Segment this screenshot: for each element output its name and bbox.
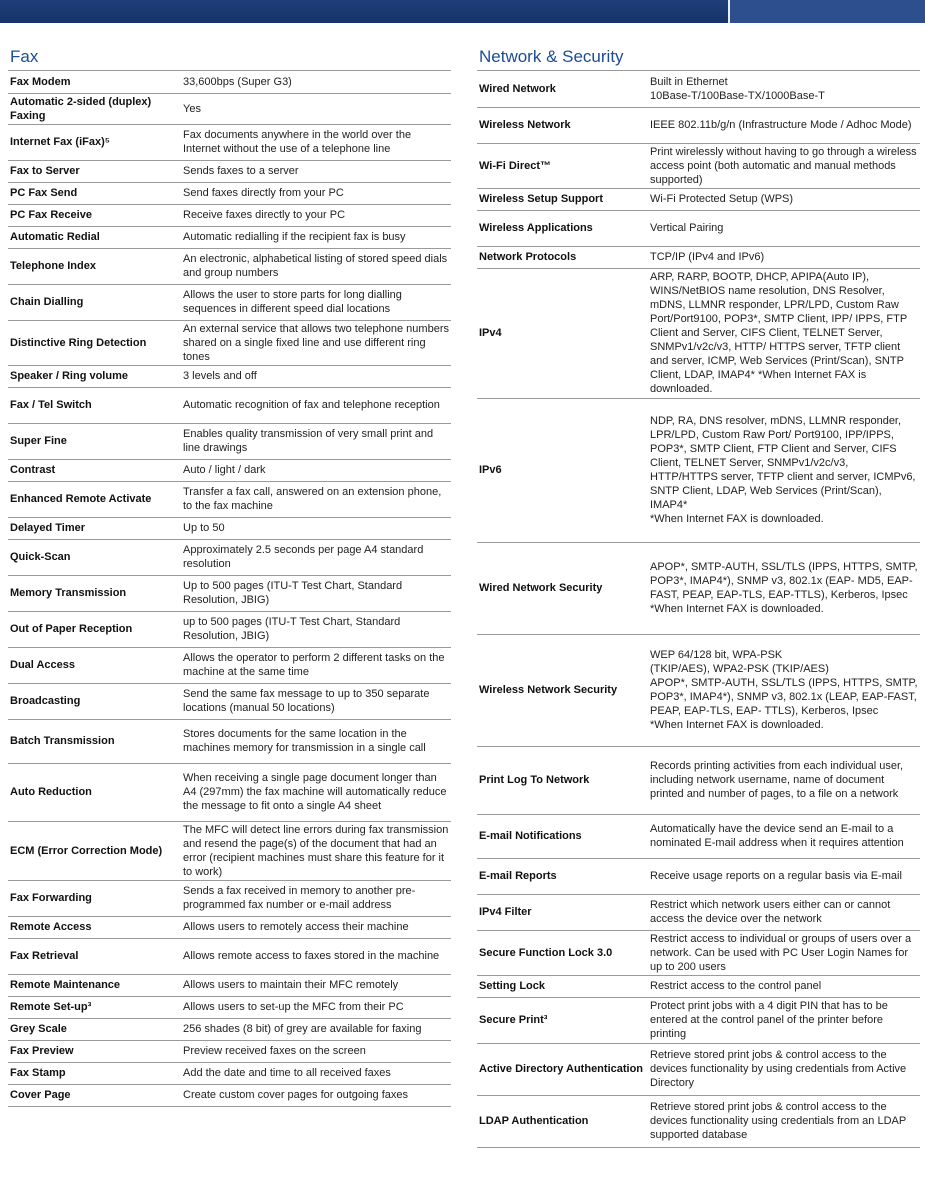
network-security-section	[477, 44, 920, 1148]
spec-value: Send the same fax message to up to 350 separate locations (manual 50 locations)	[181, 683, 451, 719]
spec-label: Out of Paper Reception	[8, 611, 181, 647]
spec-value: The MFC will detect line errors during fax transmission and resend the page(s) of the document that had an error (recipient machines must share this feature for it to work)	[181, 821, 451, 880]
spec-row	[8, 423, 451, 459]
spec-row	[477, 930, 920, 975]
spec-row	[8, 719, 451, 763]
spec-value: Enables quality transmission of very small print and line drawings	[181, 423, 451, 459]
spec-label: PC Fax Receive	[8, 204, 181, 226]
spec-label: Telephone Index	[8, 248, 181, 284]
spec-row	[8, 938, 451, 974]
spec-row	[477, 1095, 920, 1147]
spec-value: Send faxes directly from your PC	[181, 182, 451, 204]
fax-section-title: Fax	[8, 44, 451, 71]
spec-row	[8, 611, 451, 647]
spec-row	[477, 542, 920, 634]
spec-row	[477, 210, 920, 246]
spec-label: Wireless Setup Support	[477, 188, 648, 210]
spec-value: Allows the user to store parts for long dialling sequences in different speed dial locations	[181, 284, 451, 320]
spec-label: Quick-Scan	[8, 539, 181, 575]
spec-label: Wireless Network	[477, 107, 648, 143]
spec-label: Auto Reduction	[8, 763, 181, 821]
spec-label: Remote Set-up³	[8, 996, 181, 1018]
spec-value: Add the date and time to all received faxes	[181, 1062, 451, 1084]
spec-label: LDAP Authentication	[477, 1095, 648, 1147]
spec-label: IPv6	[477, 398, 648, 542]
spec-label: Cover Page	[8, 1084, 181, 1106]
spec-value: Restrict which network users either can or cannot access the device over the network	[648, 894, 920, 930]
spec-row	[477, 107, 920, 143]
spec-value: Up to 500 pages (ITU-T Test Chart, Standard Resolution, JBIG)	[181, 575, 451, 611]
spec-row	[8, 387, 451, 423]
spec-row	[8, 226, 451, 248]
spec-value: WEP 64/128 bit, WPA-PSK (TKIP/AES), WPA2-PSK (TKIP/AES) APOP*, SMTP-AUTH, SSL/TLS (IPPS, HTTPS, SMTP, POP3*, IMAP4*), SNMP v3, 802.1x (LEAP, EAP-FAST, PEAP, EAP-TLS, EAP- TTLS), Kerberos, Ipsec *When Internet FAX is downloaded.	[648, 634, 920, 746]
spec-value: An electronic, alphabetical listing of stored speed dials and group numbers	[181, 248, 451, 284]
spec-row	[8, 1062, 451, 1084]
spec-label: Speaker / Ring volume	[8, 365, 181, 387]
spec-value: Automatic recognition of fax and telephone reception	[181, 387, 451, 423]
spec-value: Sends a fax received in memory to another pre-programmed fax number or e-mail address	[181, 880, 451, 916]
spec-label: Internet Fax (iFax)⁵	[8, 124, 181, 160]
spec-value: Retrieve stored print jobs & control access to the devices functionality using credentials from an LDAP supported database	[648, 1095, 920, 1147]
spec-row	[8, 763, 451, 821]
fax-section	[8, 44, 451, 1107]
spec-row	[477, 975, 920, 997]
spec-row	[8, 647, 451, 683]
spec-value: Auto / light / dark	[181, 459, 451, 481]
spec-label: Delayed Timer	[8, 517, 181, 539]
spec-row	[8, 204, 451, 226]
spec-value: Print wirelessly without having to go through a wireless access point (both automatic and manual methods supported)	[648, 143, 920, 188]
fax-spec-table	[8, 71, 451, 1107]
spec-row	[8, 517, 451, 539]
spec-row	[8, 1084, 451, 1106]
header-bar	[0, 0, 925, 23]
spec-label: ECM (Error Correction Mode)	[8, 821, 181, 880]
spec-value: IEEE 802.11b/g/n (Infrastructure Mode / Adhoc Mode)	[648, 107, 920, 143]
spec-label: Fax / Tel Switch	[8, 387, 181, 423]
spec-row	[8, 974, 451, 996]
spec-label: Wireless Network Security	[477, 634, 648, 746]
spec-value: Preview received faxes on the screen	[181, 1040, 451, 1062]
spec-value: APOP*, SMTP-AUTH, SSL/TLS (IPPS, HTTPS, SMTP, POP3*, IMAP4*), SNMP v3, 802.1x (EAP- MD5, EAP-FAST, PEAP, EAP-TLS, EAP-TTLS), Kerberos, Ipsec *When Internet FAX is downloaded.	[648, 542, 920, 634]
spec-row	[8, 365, 451, 387]
spec-row	[8, 459, 451, 481]
spec-label: Dual Access	[8, 647, 181, 683]
spec-label: Automatic 2-sided (duplex) Faxing	[8, 93, 181, 124]
spec-row	[8, 996, 451, 1018]
spec-label: Enhanced Remote Activate	[8, 481, 181, 517]
spec-value: Allows users to remotely access their machine	[181, 916, 451, 938]
spec-value: An external service that allows two telephone numbers shared on a single fixed line and use different ring tones	[181, 320, 451, 365]
spec-row	[8, 575, 451, 611]
spec-label: Automatic Redial	[8, 226, 181, 248]
spec-value: 33,600bps (Super G3)	[181, 71, 451, 93]
spec-label: Wireless Applications	[477, 210, 648, 246]
spec-label: Secure Function Lock 3.0	[477, 930, 648, 975]
spec-value: Fax documents anywhere in the world over the Internet without the use of a telephone line	[181, 124, 451, 160]
spec-value: 3 levels and off	[181, 365, 451, 387]
spec-row	[8, 539, 451, 575]
spec-value: 256 shades (8 bit) of grey are available for faxing	[181, 1018, 451, 1040]
spec-row	[8, 160, 451, 182]
spec-row	[477, 268, 920, 398]
spec-value: Sends faxes to a server	[181, 160, 451, 182]
spec-row	[477, 246, 920, 268]
network-security-spec-table	[477, 71, 920, 1148]
spec-row	[8, 124, 451, 160]
spec-value: Records printing activities from each individual user, including network username, name of document printed and number of pages, to a file on a network	[648, 746, 920, 814]
spec-value: Up to 50	[181, 517, 451, 539]
spec-row	[8, 93, 451, 124]
spec-value: Restrict access to individual or groups of users over a network. Can be used with PC User Login Names for up to 200 users	[648, 930, 920, 975]
spec-value: NDP, RA, DNS resolver, mDNS, LLMNR responder, LPR/LPD, Custom Raw Port/ Port9100, IPP/IPPS, POP3*, SMTP Client, FTP Client and Server, CIFS Client, TELNET Server, SNMPv1/v2c/v3, HTTP/HTTPS server, TFTP client and server, ICMPv6, SNTP Client, LDAP, Web Services (Print/Scan), IMAP4* *When Internet FAX is downloaded.	[648, 398, 920, 542]
spec-row	[477, 997, 920, 1043]
spec-value: When receiving a single page document longer than A4 (297mm) the fax machine will automatically reduce the message to fit onto a single A4 sheet	[181, 763, 451, 821]
spec-label: Active Directory Authentication	[477, 1043, 648, 1095]
spec-label: Network Protocols	[477, 246, 648, 268]
spec-label: Distinctive Ring Detection	[8, 320, 181, 365]
spec-row	[8, 880, 451, 916]
spec-label: Memory Transmission	[8, 575, 181, 611]
spec-label: Print Log To Network	[477, 746, 648, 814]
spec-label: IPv4	[477, 268, 648, 398]
spec-label: Fax Preview	[8, 1040, 181, 1062]
spec-value: Yes	[181, 93, 451, 124]
spec-label: Chain Dialling	[8, 284, 181, 320]
spec-label: Fax Stamp	[8, 1062, 181, 1084]
spec-label: Remote Access	[8, 916, 181, 938]
spec-label: Setting Lock	[477, 975, 648, 997]
spec-row	[477, 188, 920, 210]
spec-value: Built in Ethernet 10Base-T/100Base-TX/1000Base-T	[648, 71, 920, 107]
spec-label: Grey Scale	[8, 1018, 181, 1040]
spec-label: PC Fax Send	[8, 182, 181, 204]
spec-value: Retrieve stored print jobs & control access to the devices functionality by using credentials from Active Directory	[648, 1043, 920, 1095]
spec-value: Allows remote access to faxes stored in the machine	[181, 938, 451, 974]
spec-value: Automatically have the device send an E-mail to a nominated E-mail address when it requires attention	[648, 814, 920, 858]
spec-label: E-mail Reports	[477, 858, 648, 894]
spec-label: Wired Network	[477, 71, 648, 107]
spec-row	[8, 320, 451, 365]
spec-value: Create custom cover pages for outgoing faxes	[181, 1084, 451, 1106]
spec-value: Protect print jobs with a 4 digit PIN that has to be entered at the control panel of the printer before printing	[648, 997, 920, 1043]
spec-row	[477, 858, 920, 894]
spec-label: Super Fine	[8, 423, 181, 459]
spec-row	[477, 746, 920, 814]
spec-row	[8, 821, 451, 880]
spec-value: Stores documents for the same location in the machines memory for transmission in a single call	[181, 719, 451, 763]
spec-row	[477, 814, 920, 858]
spec-value: Wi-Fi Protected Setup (WPS)	[648, 188, 920, 210]
spec-label: E-mail Notifications	[477, 814, 648, 858]
spec-row	[8, 1040, 451, 1062]
spec-label: Fax Retrieval	[8, 938, 181, 974]
spec-value: up to 500 pages (ITU-T Test Chart, Standard Resolution, JBIG)	[181, 611, 451, 647]
spec-row	[477, 71, 920, 107]
spec-row	[8, 71, 451, 93]
spec-value: Allows the operator to perform 2 different tasks on the machine at the same time	[181, 647, 451, 683]
spec-row	[477, 398, 920, 542]
spec-value: Transfer a fax call, answered on an extension phone, to the fax machine	[181, 481, 451, 517]
spec-row	[477, 634, 920, 746]
spec-label: Fax to Server	[8, 160, 181, 182]
spec-value: Allows users to maintain their MFC remotely	[181, 974, 451, 996]
spec-label: IPv4 Filter	[477, 894, 648, 930]
spec-label: Batch Transmission	[8, 719, 181, 763]
spec-label: Fax Forwarding	[8, 880, 181, 916]
spec-value: Approximately 2.5 seconds per page A4 standard resolution	[181, 539, 451, 575]
spec-value: Allows users to set-up the MFC from their PC	[181, 996, 451, 1018]
spec-label: Contrast	[8, 459, 181, 481]
spec-label: Fax Modem	[8, 71, 181, 93]
spec-label: Wired Network Security	[477, 542, 648, 634]
spec-row	[477, 1043, 920, 1095]
spec-value: Vertical Pairing	[648, 210, 920, 246]
spec-label: Wi-Fi Direct™	[477, 143, 648, 188]
spec-value: Receive faxes directly to your PC	[181, 204, 451, 226]
spec-row	[8, 683, 451, 719]
spec-value: ARP, RARP, BOOTP, DHCP, APIPA(Auto IP), WINS/NetBIOS name resolution, DNS Resolver, mDNS, LLMNR responder, LPR/LPD, Custom Raw Port/Port9100, POP3*, SMTP Client, IPP/ IPPS, FTP Client and Server, CIFS Client, TELNET Server, SNMPv1/v2c/v3, HTTP/ HTTPS server, TFTP client and server, ICMP, Web Services (Print/Scan), SNTP Client, LDAP, IMAP4* *When Internet FAX is downloaded.	[648, 268, 920, 398]
spec-label: Remote Maintenance	[8, 974, 181, 996]
spec-row	[8, 284, 451, 320]
spec-value: Receive usage reports on a regular basis via E-mail	[648, 858, 920, 894]
spec-row	[477, 143, 920, 188]
spec-value: TCP/IP (IPv4 and IPv6)	[648, 246, 920, 268]
spec-value: Automatic redialling if the recipient fax is busy	[181, 226, 451, 248]
spec-row	[8, 182, 451, 204]
spec-label: Secure Print³	[477, 997, 648, 1043]
spec-row	[477, 894, 920, 930]
spec-row	[8, 1018, 451, 1040]
header-bar-accent	[730, 0, 925, 23]
spec-row	[8, 916, 451, 938]
network-security-section-title: Network & Security	[477, 44, 920, 71]
spec-label: Broadcasting	[8, 683, 181, 719]
spec-row	[8, 248, 451, 284]
spec-row	[8, 481, 451, 517]
spec-value: Restrict access to the control panel	[648, 975, 920, 997]
